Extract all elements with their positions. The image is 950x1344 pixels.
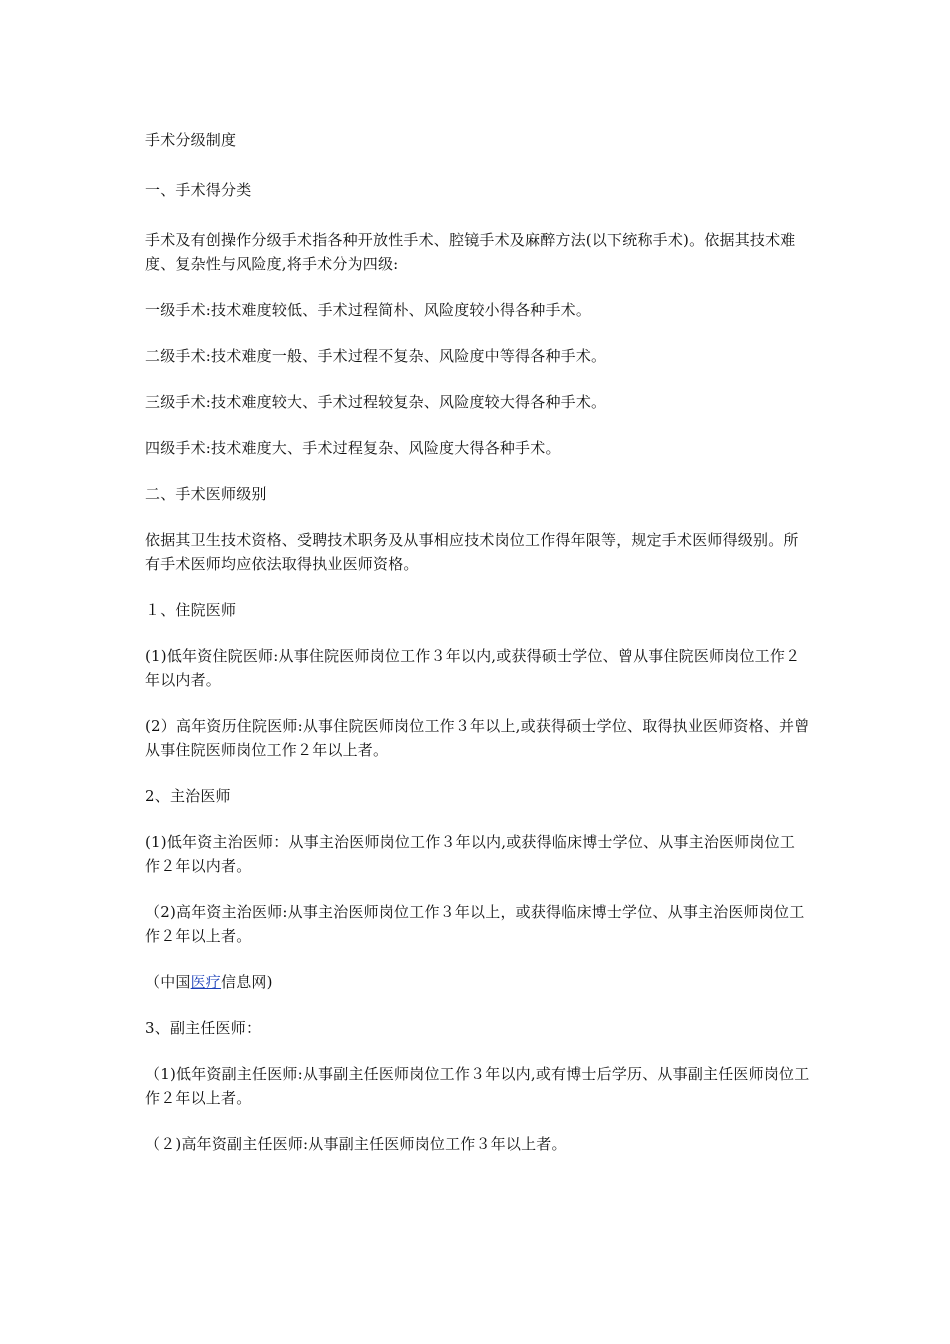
paragraph-level-4: 四级手术:技术难度大、手术过程复杂、风险度大得各种手术。 [145, 439, 561, 457]
paragraph-associate-junior: （1)低年资副主任医师:从事副主任医师岗位工作３年以内,或有博士后学历、从事副主任医师岗位工作２年以上者。 [145, 1065, 810, 1107]
subheading-attending: 2、主治医师 [145, 787, 231, 805]
document-title: 手术分级制度 [145, 131, 237, 149]
paragraph-classification-intro: 手术及有创操作分级手术指各种开放性手术、腔镜手术及麻醉方法(以下统称手术)。依据其技术难度、复杂性与风险度,将手术分为四级: [145, 231, 796, 273]
paragraph-level-3: 三级手术:技术难度较大、手术过程较复杂、风险度较大得各种手术。 [145, 393, 607, 411]
paragraph-level-1: 一级手术:技术难度较低、手术过程简朴、风险度较小得各种手术。 [145, 301, 592, 319]
subheading-associate-chief: 3、副主任医师： [145, 1019, 262, 1037]
paragraph-attending-junior: (1)低年资主治医师：从事主治医师岗位工作３年以内,或获得临床博士学位、从事主治医师岗位工作２年以内者。 [145, 833, 796, 875]
subheading-resident: １、住院医师 [145, 601, 237, 619]
section-heading-classification: 一、手术得分类 [145, 181, 252, 199]
paragraph-surgeon-levels-intro: 依据其卫生技术资格、受聘技术职务及从事相应技术岗位工作得年限等，规定手术医师得级别。所有手术医师均应依法取得执业医师资格。 [145, 531, 799, 573]
paragraph-resident-junior: (1)低年资住院医师:从事住院医师岗位工作３年以内,或获得硕士学位、曾从事住院医师岗位工作２年以内者。 [145, 647, 801, 689]
paragraph-attending-senior: （2)高年资主治医师:从事主治医师岗位工作３年以上，或获得临床博士学位、从事主治医师岗位工作２年以上者。 [145, 903, 805, 945]
paragraph-associate-senior: （２)高年资副主任医师:从事副主任医师岗位工作３年以上者。 [145, 1135, 567, 1153]
section-heading-surgeon-levels: 二、手术医师级别 [145, 485, 267, 503]
source-suffix: 信息网) [221, 973, 273, 991]
source-line [145, 970, 810, 994]
paragraph-resident-senior: (2）高年资历住院医师:从事住院医师岗位工作３年以上,或获得硕士学位、取得执业医师资格、并曾从事住院医师岗位工作２年以上者。 [145, 717, 810, 759]
source-link-medical[interactable]: 医疗 [190, 973, 222, 991]
document-body [145, 128, 810, 1156]
paragraph-level-2: 二级手术:技术难度一般、手术过程不复杂、风险度中等得各种手术。 [145, 347, 607, 365]
source-prefix: （中国 [145, 973, 191, 991]
